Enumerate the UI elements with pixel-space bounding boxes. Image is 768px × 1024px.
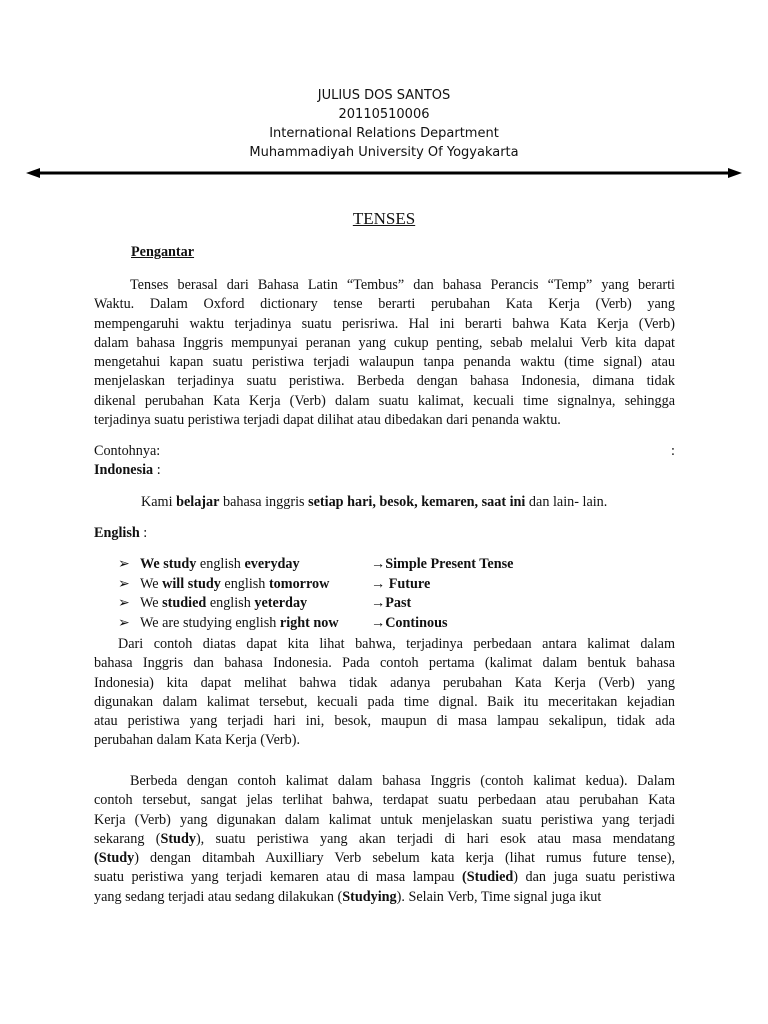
text-line <box>94 372 675 391</box>
text-run: Waktu. Dalam Oxford dictionary tense berarti perubahan Kata Kerja (Verb) yang <box>94 296 675 313</box>
text-run: english <box>196 556 245 572</box>
text-line <box>94 315 675 334</box>
indonesia-label: Indonesia <box>94 462 154 478</box>
bold-term: will study <box>162 575 221 592</box>
text-line <box>94 295 675 314</box>
text-run: menjelaskan terjadinya suatu peristiwa. Berbeda dengan bahasa Indonesia, dimana tidak <box>94 373 675 390</box>
document-title: TENSES <box>352 209 416 228</box>
example-sentence <box>140 576 329 593</box>
bold-term: everyday <box>244 556 300 572</box>
header-divider-arrow <box>26 167 742 179</box>
bold-term: tomorrow <box>268 575 330 592</box>
english-colon: : <box>139 525 148 541</box>
text-run: Berbeda dengan contoh kalimat dalam bahasa Inggris (contoh kalimat kedua). Dalam <box>130 773 675 789</box>
intro-paragraph <box>94 276 675 430</box>
author-header <box>0 86 768 162</box>
example-sentence <box>140 556 300 573</box>
example-sentence <box>140 615 339 632</box>
text-line <box>94 849 675 868</box>
text-line <box>94 392 675 411</box>
text-line <box>94 654 675 673</box>
text-line <box>94 888 675 907</box>
comparison-paragraph <box>94 772 675 907</box>
english-heading <box>94 525 675 542</box>
text-run: ). Selain Verb, Time signal juga ikut <box>396 888 602 905</box>
text-line <box>94 712 675 731</box>
example-verb: belajar <box>176 494 220 510</box>
text-run: dikenal perubahan Kata Kerja (Verb) dalam suatu kalimat, kecuali time signalnya, sehingga <box>94 392 675 409</box>
text-line <box>94 411 675 430</box>
arrow-bullet-icon: ➢ <box>118 575 130 592</box>
example-sentence <box>140 595 307 612</box>
text-run: yang sedang terjadi atau sedang dilakukan ( <box>94 888 343 905</box>
text-run: english <box>220 575 269 592</box>
bold-term: Studying <box>342 888 397 905</box>
text-run: Tenses berasal dari Bahasa Latin “Tembus” dan bahasa Perancis “Temp” yang berarti <box>130 277 675 293</box>
text-run: atau peristiwa yang terjadi hari ini, besok, maupun di masa lampau sekalipun, tidak ada <box>94 713 675 730</box>
example-text: Kami <box>141 494 177 510</box>
explanation-paragraph <box>94 635 675 751</box>
example-text: dan lain- lain. <box>525 494 608 510</box>
text-line <box>94 731 675 750</box>
text-line <box>94 772 675 791</box>
text-run: Dari contoh diatas dapat kita lihat bahwa, terjadinya perbedaan antara kalimat dalam <box>118 636 675 652</box>
indonesia-heading <box>94 462 675 479</box>
text-run: Indonesia) kita dapat melihat bahwa tidak adanya perubahan Kata Kerja (Verb) yang <box>94 674 675 691</box>
indonesia-colon: : <box>153 462 161 478</box>
text-run: contoh tersebut, sangat jelas terlihat bahwa, terdapat suatu perbedaan atau perubahan Kata <box>94 792 675 809</box>
text-run: english <box>206 595 255 612</box>
section-heading: Pengantar <box>131 244 195 260</box>
text-run: perubahan dalam Kata Kerja (Verb). <box>94 732 301 749</box>
text-run: digunakan dalam kalimat tersebut, kecuali pada time dignal. Baik itu meceritakan kejadian <box>94 693 675 710</box>
example-text: bahasa inggris <box>219 494 309 510</box>
text-run: dalam bahasa Inggris mempunyai peranan yang cukup penting, sebab melalui Verb kita dapat <box>94 334 675 351</box>
example-time-signals: setiap hari, besok, kemaren, saat ini <box>308 494 526 510</box>
bold-term: yeterday <box>254 595 308 612</box>
text-run: We <box>140 575 163 592</box>
text-run: terjadinya suatu peristiwa terjadi dapat dilihat atau dibedakan dari penanda waktu. <box>94 412 561 429</box>
text-run: ), suatu peristiwa yang akan terjadi di hari esok atau masa mendatang <box>195 830 675 847</box>
text-line <box>94 693 675 712</box>
text-line <box>94 276 675 295</box>
text-run: sekarang ( <box>94 830 161 847</box>
bold-term: (Study <box>94 850 135 867</box>
bold-term: (Studied <box>462 869 514 886</box>
student-id: 20110510006 <box>338 107 430 122</box>
text-line <box>94 830 675 849</box>
text-line <box>94 674 675 693</box>
text-run: We <box>140 595 163 612</box>
department: International Relations Department <box>269 126 499 141</box>
indonesia-example <box>141 494 701 511</box>
contoh-row <box>94 443 675 460</box>
text-line <box>94 353 675 372</box>
text-run: ) dan juga suatu peristiwa <box>513 869 675 886</box>
text-run: mengetahui kapan suatu peristiwa terjadi walaupun tanpa penanda waktu (time signal) atau <box>94 354 675 371</box>
university: Muhammadiyah University Of Yogyakarta <box>249 145 519 160</box>
text-run: mempengaruhi waktu terjadinya suatu perisriwa. Hal ini berarti bahwa Kata Kerja (Verb) <box>94 315 675 332</box>
arrow-bullet-icon: ➢ <box>118 556 130 572</box>
tense-label: →Continous <box>371 614 448 631</box>
text-run: Kerja (Verb) yang digunakan dalam kalimat untuk menjelaskan suatu peristiwa yang terjadi <box>94 811 675 828</box>
text-line <box>94 334 675 353</box>
bold-term: right now <box>279 614 339 631</box>
text-run: bahasa Inggris dan bahasa Indonesia. Pada contoh pertama (kalimat dalam bentuk bahasa <box>94 655 675 672</box>
bold-term: Study <box>160 830 196 847</box>
text-line <box>94 868 675 887</box>
text-run: ) dengan ditambah Auxilliary Verb sebelum kata kerja (lihat rumus future tense), <box>134 850 675 867</box>
english-label: English <box>94 525 140 541</box>
tense-label: →Past <box>371 595 412 612</box>
text-line <box>94 811 675 830</box>
arrow-bullet-icon: ➢ <box>118 595 130 612</box>
tense-label: → Future <box>371 575 431 592</box>
bold-term: studied <box>162 595 207 612</box>
text-run: We are studying english <box>140 614 280 631</box>
text-line <box>94 635 675 654</box>
contoh-colon: : <box>671 443 675 459</box>
text-run: suatu peristiwa yang terjadi kemaren atau di masa lampau <box>94 869 463 886</box>
author-name: JULIUS DOS SANTOS <box>317 88 451 103</box>
contoh-label: Contohnya: <box>94 443 161 459</box>
bold-term: We study <box>140 556 197 572</box>
tense-label: →Simple Present Tense <box>371 556 514 572</box>
arrow-bullet-icon: ➢ <box>118 614 130 631</box>
text-line <box>94 791 675 810</box>
